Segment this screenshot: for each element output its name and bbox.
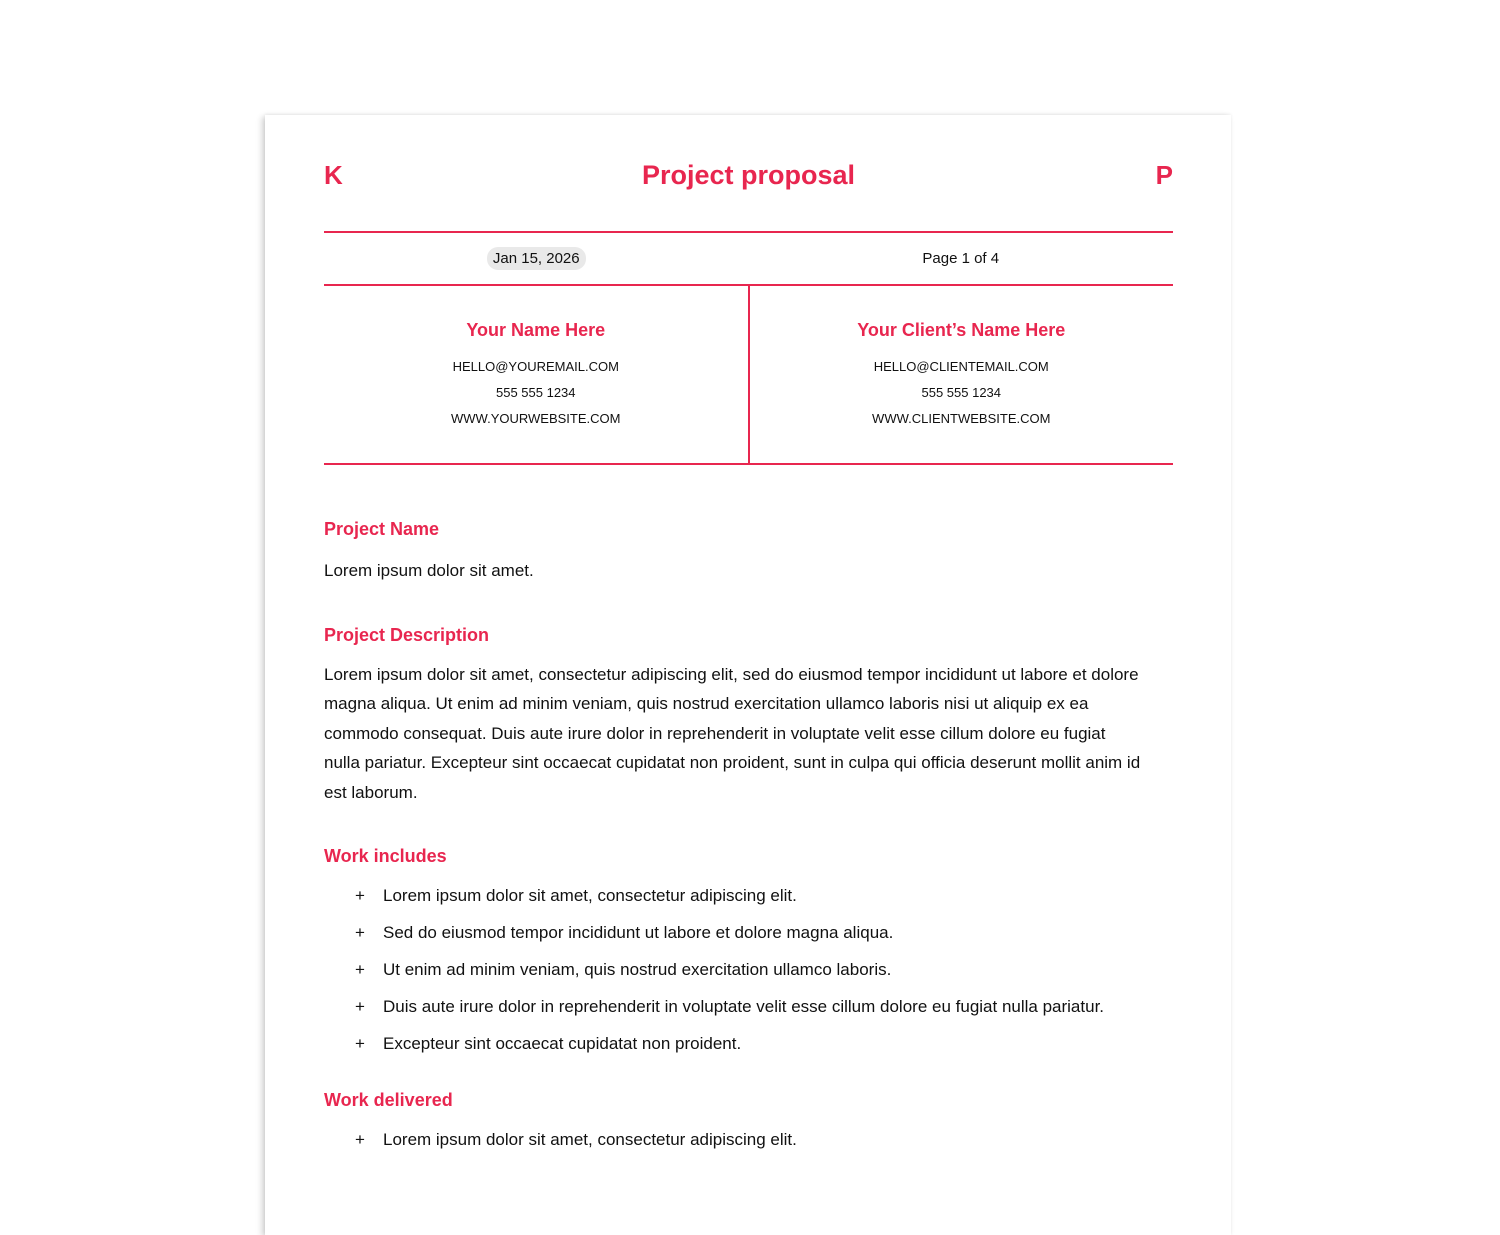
- client-email: HELLO@CLIENTEMAIL.COM: [873, 359, 1049, 374]
- client-website: WWW.CLIENTWEBSITE.COM: [872, 411, 1051, 426]
- list-item: [324, 951, 1173, 988]
- list-item-text: Duis aute irure dolor in reprehenderit in voluptate velit esse cillum dolore eu fugiat nulla pariatur.: [383, 997, 1105, 1016]
- plus-icon: +: [355, 886, 365, 905]
- sender-name: Your Name Here: [466, 320, 606, 340]
- list-item-text: Lorem ipsum dolor sit amet, consectetur adipiscing elit.: [383, 1130, 797, 1149]
- plus-icon: +: [355, 960, 365, 979]
- page-number: Page 1 of 4: [922, 250, 1000, 267]
- list-item: [324, 1025, 1173, 1062]
- client-phone: 555 555 1234: [921, 385, 1002, 400]
- work-includes-section: [324, 846, 1173, 1062]
- client-block: [750, 286, 1174, 463]
- work-delivered-list: [324, 1121, 1173, 1158]
- section-heading: Work delivered: [324, 1090, 453, 1110]
- list-item-text: Lorem ipsum dolor sit amet, consectetur adipiscing elit.: [383, 886, 797, 905]
- page-content: [324, 115, 1173, 1158]
- section-heading: Project Description: [324, 624, 490, 645]
- page-title: Project proposal: [641, 160, 856, 190]
- client-name: Your Client’s Name Here: [857, 320, 1066, 340]
- date-cell: [324, 247, 749, 270]
- section-body: Lorem ipsum dolor sit amet, consectetur adipiscing elit, sed do eiusmod tempor incididunt ut labore et dolore magna aliqua. Ut enim ad minim veniam, quis nostrud exercitation ullamco laboris nisi ut aliquip ex ea commodo consequat. Duis aute irure dolor in reprehenderit in voluptate velit esse cillum dolore eu fugiat nulla pariatur. Excepteur sint occaecat cupidatat non proident, sunt in culpa qui officia deserunt mollit anim id est laborum.: [324, 664, 1141, 802]
- sender-block: [324, 286, 750, 463]
- parties-block: [324, 286, 1173, 463]
- plus-icon: +: [355, 1130, 365, 1149]
- plus-icon: +: [355, 997, 365, 1016]
- sender-website: WWW.YOURWEBSITE.COM: [451, 411, 621, 426]
- list-item-text: Sed do eiusmod tempor incididunt ut labore et dolore magna aliqua.: [383, 923, 894, 942]
- section-heading: Project Name: [324, 519, 440, 539]
- list-item: [324, 877, 1173, 914]
- project-description-section: [324, 625, 1173, 808]
- list-item: [324, 914, 1173, 951]
- list-item-text: Ut enim ad minim veniam, quis nostrud exercitation ullamco laboris.: [383, 960, 892, 979]
- project-name-section: [324, 519, 1173, 586]
- section-heading: Work includes: [324, 846, 447, 866]
- monogram-left: K: [324, 160, 343, 190]
- plus-icon: +: [355, 1034, 365, 1053]
- meta-row: [324, 233, 1173, 284]
- work-delivered-section: [324, 1090, 1173, 1158]
- section-body: Lorem ipsum dolor sit amet.: [324, 561, 534, 580]
- plus-icon: +: [355, 923, 365, 942]
- date-field[interactable]: Jan 15, 2026: [487, 247, 586, 270]
- document-header: [324, 115, 1173, 231]
- sender-email: HELLO@YOUREMAIL.COM: [452, 359, 619, 374]
- work-includes-list: [324, 877, 1173, 1062]
- divider: [324, 463, 1173, 465]
- list-item: [324, 1121, 1173, 1158]
- list-item: [324, 988, 1173, 1025]
- list-item-text: Excepteur sint occaecat cupidatat non proident.: [383, 1034, 742, 1053]
- sender-phone: 555 555 1234: [495, 385, 576, 400]
- document-page: [265, 115, 1231, 1235]
- monogram-right: P: [1155, 160, 1173, 190]
